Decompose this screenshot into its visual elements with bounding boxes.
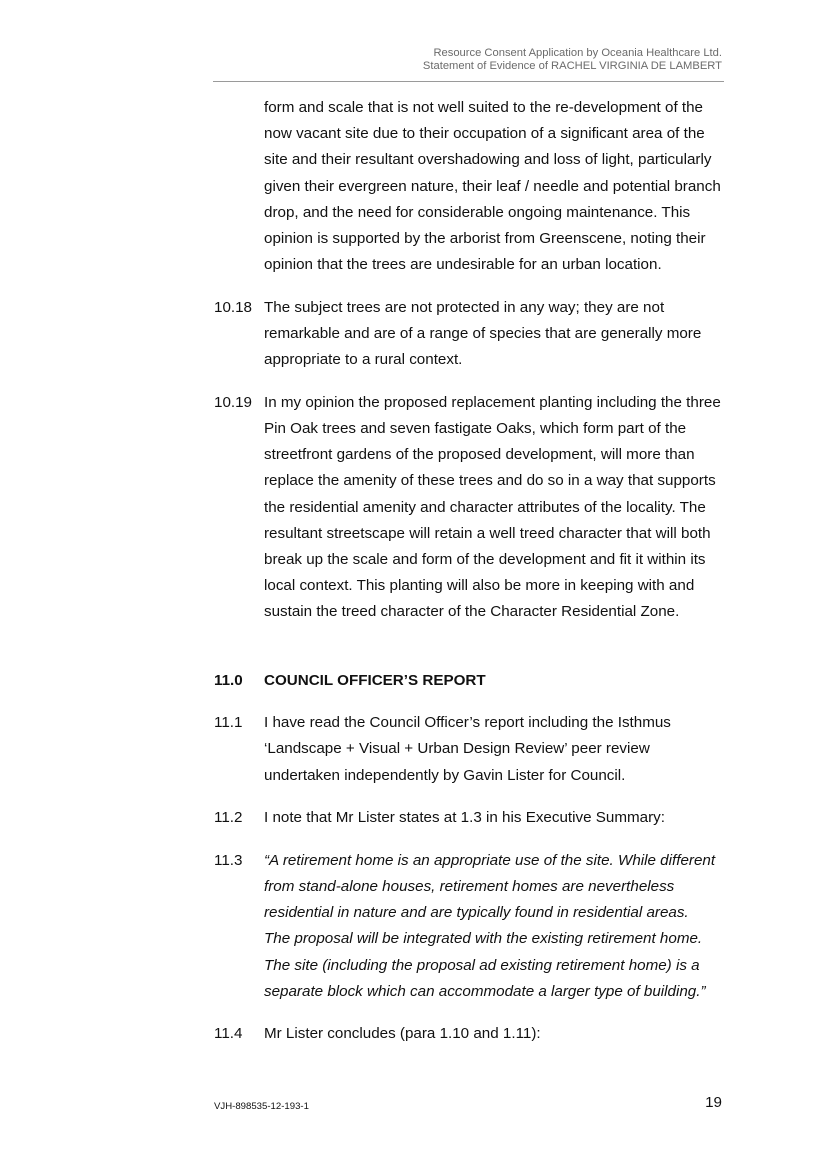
paragraph-11-4 [214,1021,726,1047]
text-line: local context. This planting will also be more in keeping with and [264,577,695,595]
text-line: “A retirement home is an appropriate use of the site. While different [264,851,716,869]
text-line: residential in nature and are typically found in residential areas. [264,904,689,922]
text-line: The proposal will be integrated with the existing retirement home. [264,930,703,948]
paragraph-number: 11.1 [214,714,243,732]
text-line: opinion is supported by the arborist from Greenscene, noting their [264,230,706,248]
paragraph-11-3 [214,848,726,1005]
document-reference: VJH-898535-12-193-1 [214,1101,309,1112]
text-line: streetfront gardens of the proposed development, will more than [264,446,695,464]
paragraph-10-18 [214,295,726,374]
text-line: opinion that the trees are undesirable for an urban location. [264,256,662,274]
text-line: form and scale that is not well suited to the re-development of the [264,99,703,116]
section-title: COUNCIL OFFICER’S REPORT [264,671,486,689]
text-line: resultant streetscape will retain a well treed character that will both [264,524,711,542]
text-line: given their evergreen nature, their leaf / needle and potential branch [264,177,721,195]
text-line: In my opinion the proposed replacement planting including the three [264,393,721,411]
header-statement-line: Statement of Evidence of RACHEL VIRGINIA DE LAMBERT [422,60,722,72]
section-number: 11.0 [214,671,243,689]
paragraph-10-19 [214,390,726,626]
header-divider [213,81,724,82]
section-heading-11 [214,668,726,694]
paragraph-11-2 [214,805,726,831]
text-line: undertaken independently by Gavin Lister for Council. [264,766,626,784]
text-line: the residential amenity and character attributes of the locality. The [264,498,706,516]
quotation [264,848,726,1005]
document-body [214,95,726,1048]
text-line: site and their resultant overshadowing and loss of light, particularly [264,151,712,169]
text-line: The subject trees are not protected in any way; they are not [264,298,665,316]
text-line: replace the amenity of these trees and do so in a way that supports [264,472,716,490]
text-line: drop, and the need for considerable ongoing maintenance. This [264,203,691,221]
text-line: separate block which can accommodate a larger type of building.” [264,982,706,1000]
header-application-line: Resource Consent Application by Oceania Healthcare Ltd. [433,47,722,59]
text-line: Pin Oak trees and seven fastigate Oaks, which form part of the [264,420,687,438]
paragraph-number: 11.2 [214,809,243,827]
text-line: Mr Lister concludes (para 1.10 and 1.11): [264,1025,541,1043]
paragraph-11-1 [214,710,726,789]
text-line: I have read the Council Officer’s report including the Isthmus [264,714,671,732]
text-line: sustain the treed character of the Character Residential Zone. [264,603,680,621]
paragraph-number: 11.3 [214,851,243,869]
paragraph-continuation [214,95,726,278]
text-line: I note that Mr Lister states at 1.3 in his Executive Summary: [264,809,665,827]
page-number: 19 [705,1094,722,1111]
paragraph-number: 11.4 [214,1025,243,1043]
text-line: now vacant site due to their occupation of a significant area of the [264,125,705,143]
text-line: from stand-alone houses, retirement homes are nevertheless [264,878,675,896]
text-line: The site (including the proposal ad existing retirement home) is a [264,956,700,974]
text-line: break up the scale and form of the development and fit it within its [264,551,706,569]
paragraph-number: 10.19 [214,393,253,411]
text-line: remarkable and are of a range of species that are generally more [264,325,702,343]
running-header [213,47,722,73]
text-line: appropriate to a rural context. [264,351,463,369]
paragraph-number: 10.18 [214,298,253,316]
text-line: ‘Landscape + Visual + Urban Design Review’ peer review [264,740,650,758]
